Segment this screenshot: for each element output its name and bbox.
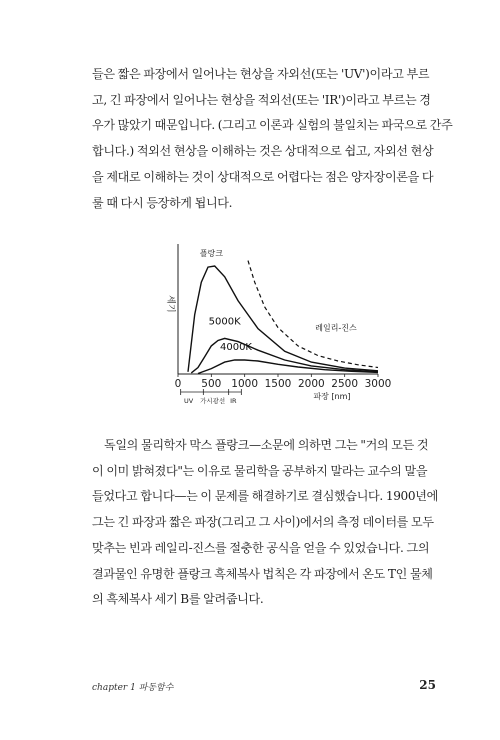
text-line: 룰 때 다시 등장하게 됩니다. — [92, 195, 233, 210]
series-label: 5000K — [208, 316, 241, 328]
x-tick-label: 2500 — [331, 378, 359, 390]
band-label: IR — [230, 397, 237, 405]
text-line: 결과물인 유명한 플랑크 흑체복사 법칙은 각 파장에서 온도 T인 물체 — [92, 566, 433, 581]
text-line: 들었다고 합니다—는 이 문제를 해결하기로 결심했습니다. 1900년에 — [92, 489, 438, 504]
text-line: 을 제대로 이해하는 것이 상대적으로 어렵다는 점은 양자장이론을 다 — [92, 169, 434, 184]
band-label: 가시광선 — [200, 397, 226, 405]
text-line: 의 흑체복사 세기 B를 알려줍니다. — [92, 592, 264, 607]
x-tick-label: 0 — [174, 378, 182, 390]
text-line: 합니다.) 적외선 현상을 이해하는 것은 상대적으로 쉽고, 자외선 현상 — [92, 144, 434, 159]
body-paragraph-2 — [92, 433, 436, 613]
blackbody-chart — [150, 232, 392, 422]
band-label: UV — [184, 397, 194, 405]
series-line-2 — [198, 360, 378, 374]
text-line: 고, 긴 파장에서 일어나는 현상을 적외선(또는 'IR')이라고 부르는 경 — [92, 92, 431, 107]
x-tick-label: 1500 — [264, 378, 292, 390]
chapter-label: chapter 1 파동함수 — [92, 683, 174, 693]
page-number: 25 — [419, 678, 436, 692]
x-tick-label: 500 — [201, 378, 222, 390]
x-tick-label: 2000 — [297, 378, 325, 390]
x-axis-label: 파장 [nm] — [313, 392, 351, 401]
series-line-3 — [248, 261, 378, 368]
text-line: 들은 짧은 파장에서 일어나는 현상을 자외선(또는 'UV')이라고 부르 — [92, 67, 430, 81]
text-line: 독일의 물리학자 막스 플랑크—소문에 의하면 그는 "거의 모든 것 — [104, 438, 429, 452]
y-axis-label: 세기 — [165, 295, 175, 313]
series-label: 4000K — [219, 341, 253, 353]
series-label: 레일리-진스 — [315, 323, 357, 333]
text-line: 우가 많았기 때문입니다. (그리고 이론과 실험의 불일치는 파국으로 간주 — [92, 118, 453, 133]
text-line: 그는 긴 파장과 짧은 파장(그리고 그 사이)에서의 측정 데이터를 모두 — [92, 515, 434, 530]
text-line: 맞추는 빈과 레일리-진스를 절충한 공식을 얻을 수 있었습니다. 그의 — [92, 540, 430, 555]
body-paragraph-1 — [92, 62, 453, 216]
x-tick-label: 1000 — [231, 378, 259, 390]
series-label: 플랑크 — [199, 249, 223, 258]
blackbody-figure — [150, 232, 392, 422]
page-footer — [92, 680, 436, 696]
x-tick-label: 3000 — [364, 378, 392, 390]
text-line: 이 이미 밝혀졌다"는 이유로 물리학을 공부하지 말라는 교수의 말을 — [92, 463, 428, 478]
